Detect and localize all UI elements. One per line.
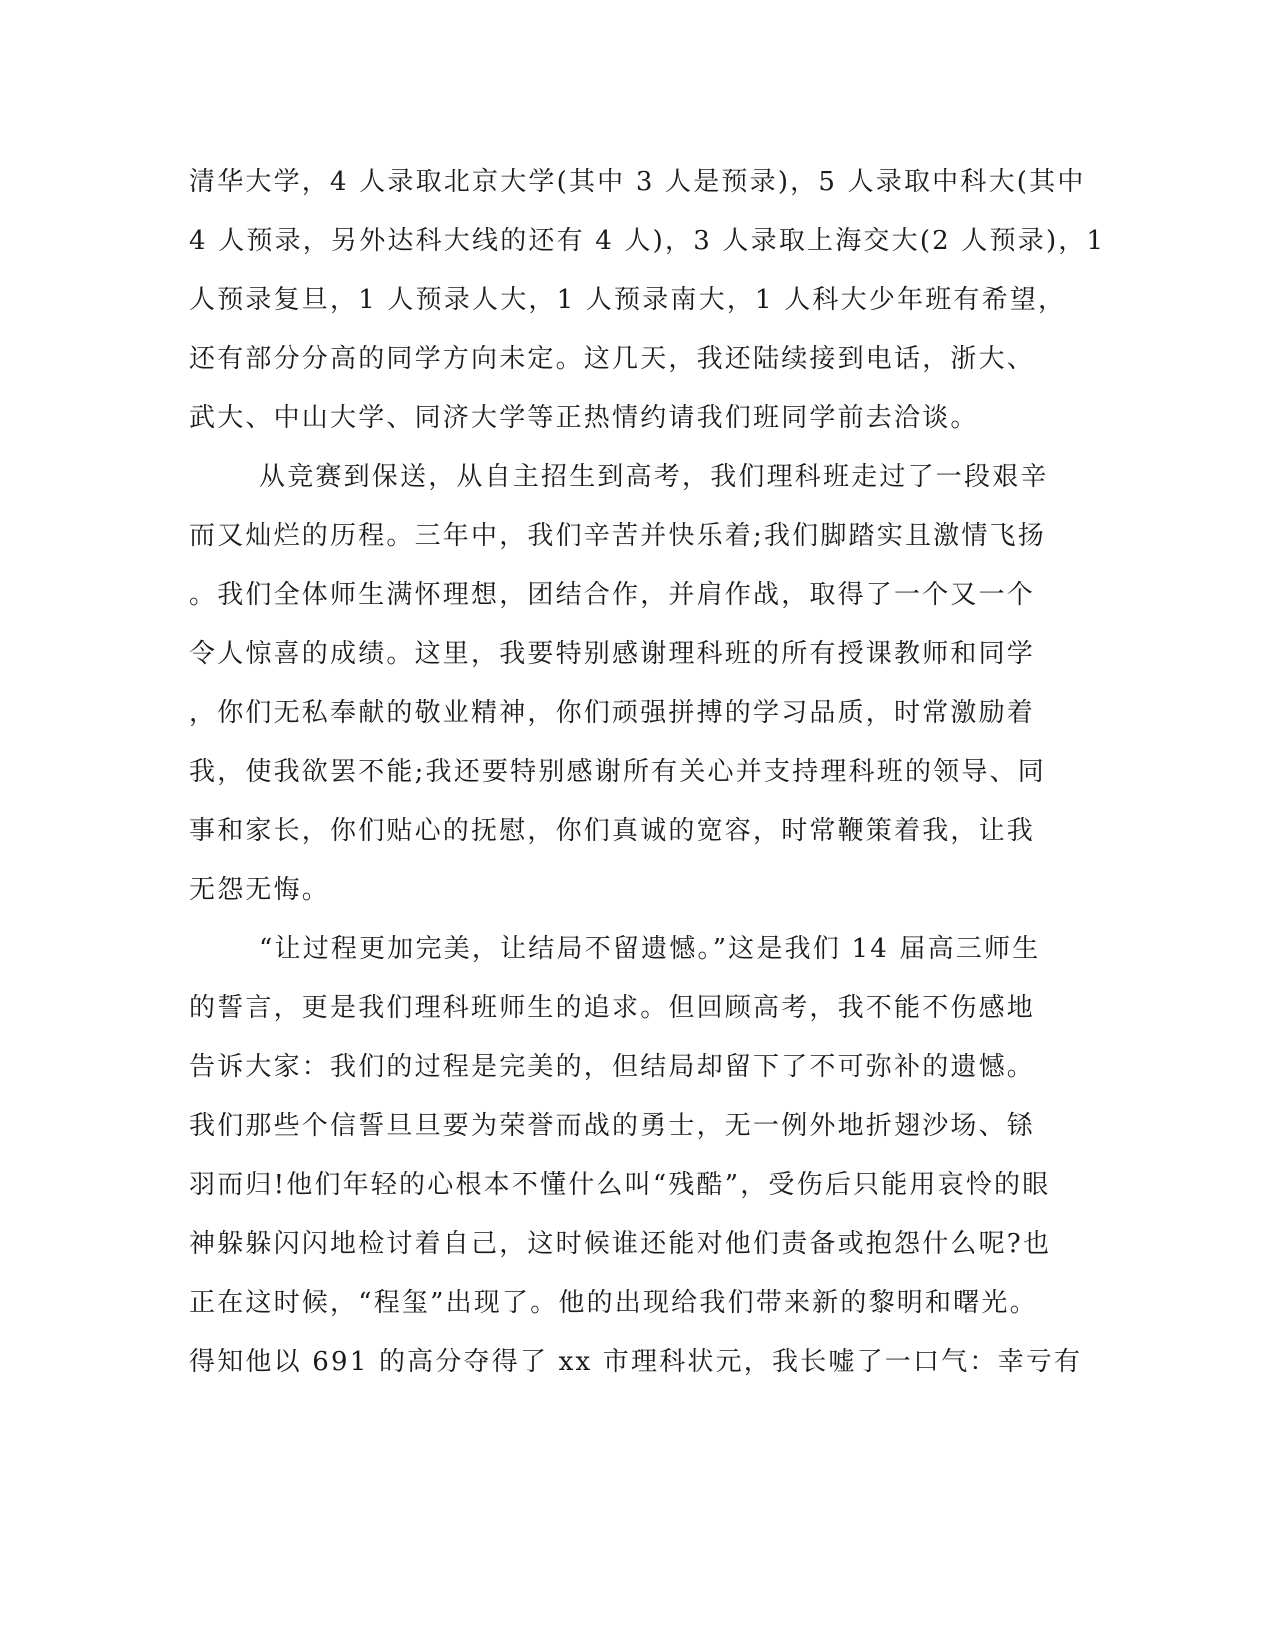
text-line: ，你们无私奉献的敬业精神，你们顽强拼搏的学习品质，时常激励着	[189, 698, 1036, 728]
text-line: 事和家长，你们贴心的抚慰，你们真诚的宽容，时常鞭策着我，让我	[189, 816, 1036, 846]
text-line: 我们那些个信誓旦旦要为荣誉而战的勇士，无一例外地折翅沙场、铩	[189, 1111, 1036, 1141]
text-line: 告诉大家：我们的过程是完美的，但结局却留下了不可弥补的遗憾。	[189, 1052, 1036, 1082]
text-line: 令人惊喜的成绩。这里，我要特别感谢理科班的所有授课教师和同学	[189, 639, 1036, 669]
text-line: 而又灿烂的历程。三年中，我们辛苦并快乐着;我们脚踏实且激情飞扬	[189, 521, 1046, 551]
text-line: 4 人预录，另外达科大线的还有 4 人)，3 人录取上海交大(2 人预录)，1	[189, 226, 1106, 256]
text-line-paragraph-start: “让过程更加完美，让结局不留遗憾。”这是我们 14 届高三师生	[259, 934, 1041, 964]
text-line-paragraph-start: 从竞赛到保送，从自主招生到高考，我们理科班走过了一段艰辛	[259, 462, 1049, 492]
text-line: 羽而归!他们年轻的心根本不懂什么叫“残酷”，受伤后只能用哀怜的眼	[189, 1170, 1051, 1200]
text-line: 的誓言，更是我们理科班师生的追求。但回顾高考，我不能不伤感地	[189, 993, 1036, 1023]
text-line: 正在这时候，“程玺”出现了。他的出现给我们带来新的黎明和曙光。	[189, 1288, 1038, 1318]
text-line: 我，使我欲罢不能;我还要特别感谢所有关心并支持理科班的领导、同	[189, 757, 1046, 787]
text-line: 得知他以 691 的高分夺得了 xx 市理科状元，我长嘘了一口气：幸亏有	[189, 1347, 1083, 1377]
text-line: 武大、中山大学、同济大学等正热情约请我们班同学前去洽谈。	[189, 403, 979, 433]
text-line: 无怨无悔。	[189, 875, 331, 905]
text-line: 还有部分分高的同学方向未定。这几天，我还陆续接到电话，浙大、	[189, 344, 1036, 374]
text-line: 神躲躲闪闪地检讨着自己，这时候谁还能对他们责备或抱怨什么呢?也	[189, 1229, 1052, 1259]
text-line: 清华大学，4 人录取北京大学(其中 3 人是预录)，5 人录取中科大(其中	[189, 167, 1086, 197]
text-line: 。我们全体师生满怀理想，团结合作，并肩作战，取得了一个又一个	[189, 580, 1036, 610]
text-line: 人预录复旦，1 人预录人大，1 人预录南大，1 人科大少年班有希望，	[189, 285, 1067, 315]
